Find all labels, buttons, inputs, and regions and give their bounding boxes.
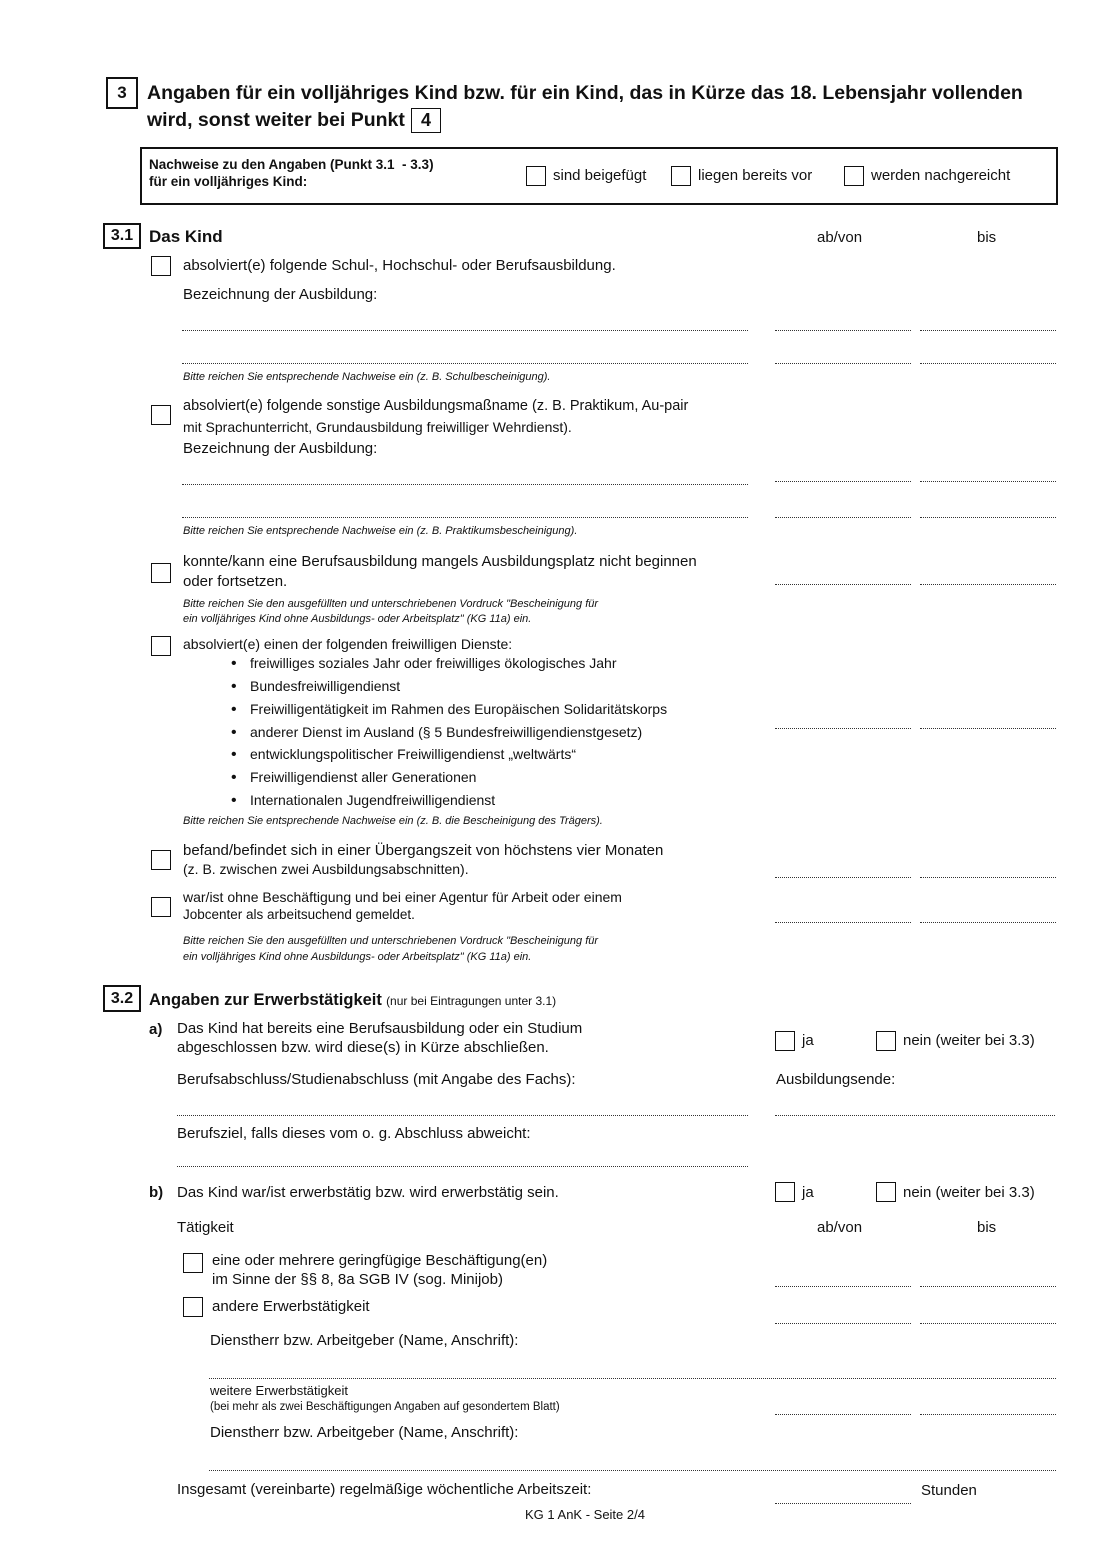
other-training-name-line-2[interactable] — [182, 517, 748, 518]
subsection-32-title: Angaben zur Erwerbstätigkeit — [149, 991, 382, 1009]
unemployed-checkbox[interactable] — [151, 897, 171, 917]
voluntary-bullet-3: • Freiwilligentätigkeit im Rahmen des Europäischen Solidaritätskorps — [250, 701, 667, 717]
kg11a-note2-line1: Bitte reichen Sie den ausgefüllten und unterschriebenen Vordruck "Bescheinigung für — [183, 935, 599, 947]
transition-period-checkbox[interactable] — [151, 850, 171, 870]
further-employment-label: weitere Erwerbstätigkeit — [210, 1383, 348, 1398]
degree-line[interactable] — [177, 1115, 748, 1116]
part-a-no-label: nein (weiter bei 3.3) — [903, 1032, 1035, 1049]
subsection-32-note: (nur bei Eintragungen unter 3.1) — [386, 994, 557, 1008]
part-b-no-checkbox[interactable] — [876, 1182, 896, 1202]
section-number-box — [106, 77, 138, 109]
ref-section-box — [411, 108, 441, 133]
further-employment-to-line[interactable] — [920, 1414, 1056, 1415]
other-employment-checkbox[interactable] — [183, 1297, 203, 1317]
voluntary-to-line[interactable] — [920, 728, 1056, 729]
part-a-yes-checkbox[interactable] — [775, 1031, 795, 1051]
voluntary-from-line[interactable] — [775, 728, 911, 729]
training-from-line-1[interactable] — [775, 330, 911, 331]
degree-label: Berufsabschluss/Studienabschluss (mit Angabe des Fachs): — [177, 1071, 576, 1088]
proof-available-checkbox[interactable] — [671, 166, 691, 186]
employer2-label: Dienstherr bzw. Arbeitgeber (Name, Anschrift): — [210, 1424, 519, 1441]
activity-to-header: bis — [977, 1219, 997, 1236]
career-goal-line[interactable] — [177, 1166, 748, 1167]
voluntary-bullet-7: • Internationalen Jugendfreiwilligendienst — [250, 792, 495, 808]
section-title-line1: Angaben für ein volljähriges Kind bzw. für ein Kind, das in Kürze das 18. Lebensjahr vollenden — [147, 82, 1023, 104]
part-b-letter: b) — [149, 1184, 164, 1201]
minijob-from-line[interactable] — [775, 1286, 911, 1287]
section-number: 3 — [117, 83, 127, 102]
proof-label-line2: für ein volljähriges Kind: — [149, 174, 308, 189]
section-title-line2: wird, sonst weiter bei Punkt — [147, 109, 405, 131]
minijob-line2: im Sinne der §§ 8, 8a SGB IV (sog. Minijob) — [212, 1271, 503, 1288]
subsection-31-title: Das Kind — [149, 227, 223, 246]
part-b-no-label: nein (weiter bei 3.3) — [903, 1184, 1035, 1201]
col-from-header: ab/von — [817, 229, 863, 246]
other-training-line2: mit Sprachunterricht, Grundausbildung freiwilliger Wehrdienst). — [183, 419, 572, 435]
unemployed-line2: Jobcenter als arbeitsuchend gemeldet. — [183, 907, 415, 922]
school-proof-note: Bitte reichen Sie entsprechende Nachweise ein (z. B. Schulbescheinigung). — [183, 371, 551, 383]
part-a-line1: Das Kind hat bereits eine Berufsausbildung oder ein Studium — [177, 1020, 583, 1037]
minijob-line1: eine oder mehrere geringfügige Beschäftigung(en) — [212, 1252, 548, 1269]
minijob-to-line[interactable] — [920, 1286, 1056, 1287]
voluntary-service-label: absolviert(e) einen der folgenden freiwilligen Dienste: — [183, 636, 513, 652]
proof-available-label: liegen bereits vor — [698, 167, 813, 184]
col-to-header: bis — [977, 229, 997, 246]
no-apprenticeship-checkbox[interactable] — [151, 563, 171, 583]
unemployed-line1: war/ist ohne Beschäftigung und bei einer Agentur für Arbeit oder einem — [183, 889, 622, 905]
employer-label: Dienstherr bzw. Arbeitgeber (Name, Anschrift): — [210, 1332, 519, 1349]
no-apprenticeship-to-line[interactable] — [920, 584, 1056, 585]
voluntary-proof-note: Bitte reichen Sie entsprechende Nachweise ein (z. B. die Bescheinigung des Trägers). — [183, 815, 603, 827]
kg11a-note-line1: Bitte reichen Sie den ausgefüllten und unterschriebenen Vordruck "Bescheinigung für — [183, 598, 599, 610]
subsection-31-number: 3.1 — [110, 227, 134, 244]
subsection-32-number: 3.2 — [110, 989, 134, 1007]
activity-from-header: ab/von — [817, 1219, 863, 1236]
other-training-name-label: Bezeichnung der Ausbildung: — [183, 440, 378, 457]
voluntary-bullet-6: • Freiwilligendienst aller Generationen — [250, 769, 476, 785]
further-employment-note: (bei mehr als zwei Beschäftigungen Angaben auf gesondertem Blatt) — [210, 1401, 560, 1413]
further-employment-from-line[interactable] — [775, 1414, 911, 1415]
other-employment-from-line[interactable] — [775, 1323, 911, 1324]
other-employment-to-line[interactable] — [920, 1323, 1056, 1324]
training-to-line-1[interactable] — [920, 330, 1056, 331]
other-training-name-line-1[interactable] — [182, 484, 748, 485]
employer-line[interactable] — [209, 1378, 1056, 1379]
transition-period-line1: befand/befindet sich in einer Übergangszeit von höchstens vier Monaten — [183, 842, 664, 859]
minijob-checkbox[interactable] — [183, 1253, 203, 1273]
school-training-checkbox[interactable] — [151, 256, 171, 276]
training-end-line[interactable] — [775, 1115, 1055, 1116]
training-name-label: Bezeichnung der Ausbildung: — [183, 286, 378, 303]
other-training-from-line-2[interactable] — [775, 517, 911, 518]
proof-enclosed-checkbox[interactable] — [526, 166, 546, 186]
subsection-31-box — [103, 223, 141, 249]
other-training-from-line-1[interactable] — [775, 481, 911, 482]
other-training-line1: absolviert(e) folgende sonstige Ausbildungsmaßname (z. B. Praktikum, Au-pair — [183, 398, 689, 414]
part-b-yes-checkbox[interactable] — [775, 1182, 795, 1202]
voluntary-service-checkbox[interactable] — [151, 636, 171, 656]
kg11a-note-line2: ein volljähriges Kind ohne Ausbildungs- oder Arbeitsplatz" (KG 11a) ein. — [183, 613, 532, 625]
subsection-32-box — [103, 985, 141, 1012]
voluntary-bullet-1: • freiwilliges soziales Jahr oder freiwilliges ökologisches Jahr — [250, 655, 617, 671]
training-to-line-2[interactable] — [920, 363, 1056, 364]
employer2-line[interactable] — [209, 1470, 1056, 1471]
weekly-hours-unit: Stunden — [921, 1482, 977, 1499]
voluntary-bullet-5: • entwicklungspolitischer Freiwilligendienst „weltwärts“ — [250, 746, 576, 762]
proof-label-line1: Nachweise zu den Angaben (Punkt 3.1 - 3.3) — [149, 157, 434, 172]
part-a-no-checkbox[interactable] — [876, 1031, 896, 1051]
training-from-line-2[interactable] — [775, 363, 911, 364]
other-training-checkbox[interactable] — [151, 405, 171, 425]
ref-section-number: 4 — [420, 110, 431, 130]
proof-later-checkbox[interactable] — [844, 166, 864, 186]
no-apprenticeship-line1: konnte/kann eine Berufsausbildung mangels Ausbildungsplatz nicht beginnen — [183, 553, 697, 570]
part-a-line2: abgeschlossen bzw. wird diese(s) in Kürze abschließen. — [177, 1039, 549, 1056]
part-a-yes-label: ja — [802, 1032, 814, 1049]
training-name-line-1[interactable] — [182, 330, 748, 331]
subsection-32-heading — [149, 991, 556, 1010]
internship-proof-note: Bitte reichen Sie entsprechende Nachweise ein (z. B. Praktikumsbescheinigung). — [183, 525, 578, 537]
voluntary-bullet-2: • Bundesfreiwilligendienst — [250, 678, 400, 694]
proof-enclosed-label: sind beigefügt — [553, 167, 647, 184]
page-footer: KG 1 AnK - Seite 2/4 — [525, 1507, 645, 1522]
part-a-letter: a) — [149, 1021, 163, 1038]
weekly-hours-line[interactable] — [775, 1503, 911, 1504]
kg11a-note2-line2: ein volljähriges Kind ohne Ausbildungs- oder Arbeitsplatz" (KG 11a) ein. — [183, 951, 532, 963]
school-training-label: absolviert(e) folgende Schul-, Hochschul- oder Berufsausbildung. — [183, 257, 616, 274]
career-goal-label: Berufsziel, falls dieses vom o. g. Abschluss abweicht: — [177, 1125, 531, 1142]
voluntary-bullet-4: • anderer Dienst im Ausland (§ 5 Bundesfreiwilligendienstgesetz) — [250, 724, 642, 740]
transition-period-line2: (z. B. zwischen zwei Ausbildungsabschnitten). — [183, 861, 469, 877]
weekly-hours-label: Insgesamt (vereinbarte) regelmäßige wöchentliche Arbeitszeit: — [177, 1481, 592, 1498]
part-b-text: Das Kind war/ist erwerbstätig bzw. wird erwerbstätig sein. — [177, 1184, 559, 1201]
activity-header: Tätigkeit — [177, 1219, 234, 1236]
other-employment-label: andere Erwerbstätigkeit — [212, 1298, 370, 1315]
transition-from-line[interactable] — [775, 877, 911, 878]
proof-later-label: werden nachgereicht — [871, 167, 1011, 184]
other-training-to-line-2[interactable] — [920, 517, 1056, 518]
unemployed-from-line[interactable] — [775, 922, 911, 923]
transition-to-line[interactable] — [920, 877, 1056, 878]
other-training-to-line-1[interactable] — [920, 481, 1056, 482]
training-name-line-2[interactable] — [182, 363, 748, 364]
no-apprenticeship-line2: oder fortsetzen. — [183, 573, 288, 590]
part-b-yes-label: ja — [802, 1184, 814, 1201]
training-end-label: Ausbildungsende: — [776, 1071, 896, 1088]
unemployed-to-line[interactable] — [920, 922, 1056, 923]
no-apprenticeship-from-line[interactable] — [775, 584, 911, 585]
